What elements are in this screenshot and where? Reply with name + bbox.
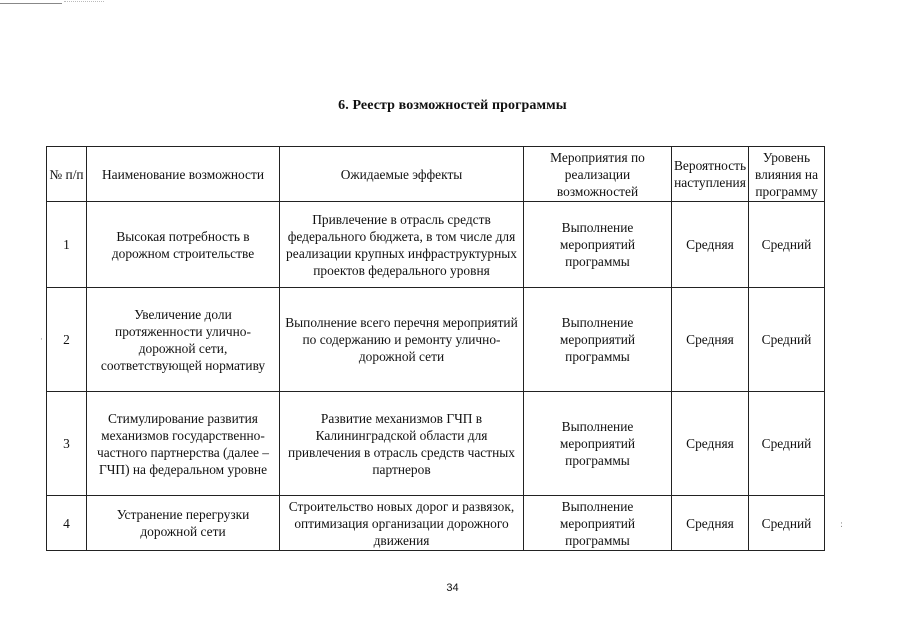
cell-effects: Развитие механизмов ГЧП в Калининградской области для привлечения в отрасль средств частных партнеров <box>280 392 524 496</box>
cell-name: Высокая потребность в дорожном строительстве <box>87 202 280 288</box>
section-title: 6. Реестр возможностей программы <box>338 98 567 113</box>
header-name: Наименование возможности <box>87 147 280 202</box>
cell-impact: Средний <box>749 288 825 392</box>
scan-artifact-dots <box>64 1 104 4</box>
cell-probability: Средняя <box>672 496 749 551</box>
cell-measures: Выполнение мероприятий программы <box>524 288 672 392</box>
cell-num: 1 <box>47 202 87 288</box>
table-header-row <box>47 147 825 202</box>
table-row <box>47 392 825 496</box>
scan-artifact-line <box>0 3 62 4</box>
cell-measures: Выполнение мероприятий программы <box>524 496 672 551</box>
cell-num: 3 <box>47 392 87 496</box>
header-num: № п/п <box>47 147 87 202</box>
cell-name: Стимулирование развития механизмов государственно-частного партнерства (далее – ГЧП) на федеральном уровне <box>87 392 280 496</box>
cell-measures: Выполнение мероприятий программы <box>524 202 672 288</box>
page-number: 34 <box>446 582 459 594</box>
header-measures: Мероприятия по реализации возможностей <box>524 147 672 202</box>
cell-impact: Средний <box>749 496 825 551</box>
table-row <box>47 202 825 288</box>
header-impact: Уровень влияния на программу <box>749 147 825 202</box>
table-row <box>47 288 825 392</box>
cell-effects: Выполнение всего перечня мероприятий по содержанию и ремонту улично-дорожной сети <box>280 288 524 392</box>
header-probability: Вероятность наступления <box>672 147 749 202</box>
scan-speck: : <box>840 520 844 530</box>
cell-probability: Средняя <box>672 202 749 288</box>
table-row <box>47 496 825 551</box>
cell-probability: Средняя <box>672 392 749 496</box>
cell-impact: Средний <box>749 392 825 496</box>
opportunities-registry-table <box>46 146 825 551</box>
cell-effects: Привлечение в отрасль средств федерального бюджета, в том числе для реализации крупных инфраструктурных проектов федерального уровня <box>280 202 524 288</box>
header-effects: Ожидаемые эффекты <box>280 147 524 202</box>
cell-num: 4 <box>47 496 87 551</box>
cell-impact: Средний <box>749 202 825 288</box>
cell-probability: Средняя <box>672 288 749 392</box>
cell-name: Устранение перегрузки дорожной сети <box>87 496 280 551</box>
cell-measures: Выполнение мероприятий программы <box>524 392 672 496</box>
cell-name: Увеличение доли протяженности улично-дорожной сети, соответствующей нормативу <box>87 288 280 392</box>
cell-num: 2 <box>47 288 87 392</box>
scan-speck: · <box>40 335 43 345</box>
cell-effects: Строительство новых дорог и развязок, оптимизация организации дорожного движения <box>280 496 524 551</box>
